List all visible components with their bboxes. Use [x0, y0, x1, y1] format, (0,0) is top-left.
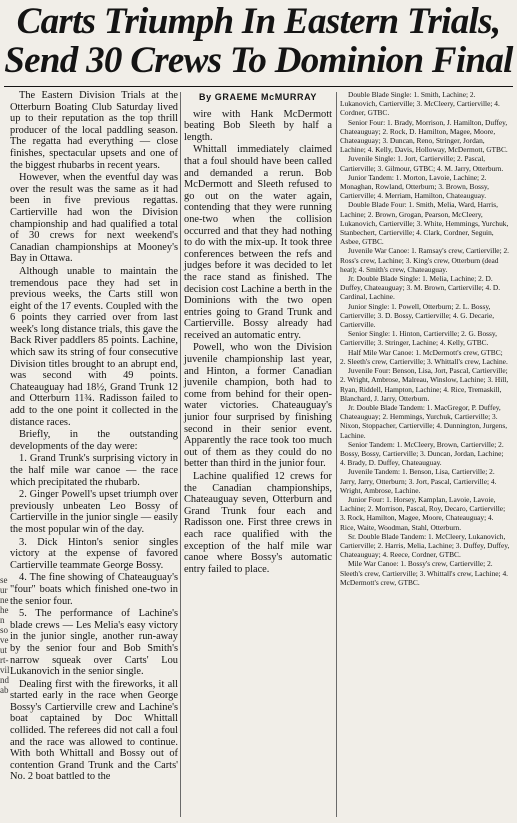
- paragraph: wire with Hank McDermott beating Bob Sleeth by half a length.: [184, 108, 332, 143]
- fragment-text: ut: [0, 645, 8, 655]
- paragraph: Briefly, in the outstanding developments of the day were:: [10, 429, 178, 452]
- fragment-text: nd: [0, 675, 9, 685]
- paragraph: The Eastern Division Trials at the Otterburn Boating Club Saturday lived up to their reputation as the top thrill producer of the local paddling season. The regatta had everything — close finishes, spectacular upsets and one of the biggest rhubarbs in recent years.: [10, 90, 178, 171]
- result-entry: Juvenile Four: Benson, Lisa, Jort, Pascal, Cartierville; 2. Wright, Ambrose, Malreau, Winslow, Lachine; 3. Hill, Ryan, Riddell, Hampton, Lachine; 4. Rice, Tremaskill, Blanchard, J. Jarry, Otterburn.: [340, 366, 509, 403]
- fragment-text: ne: [0, 595, 9, 605]
- result-entry: Junior Single: 1. Powell, Otterburn; 2. L. Bossy, Cartierville; 3. D. Bossy, Cartierville; 4. G. Decarie, Cartierville.: [340, 301, 495, 330]
- result-entry: Junior Tandem: 1. Morton, Lavoie, Lachine; 2. Monaghan, Rowland, Otterburn; 3. Brown, Bossy, Cartierville; 4. Merriam, Hamilton, Chateauguay.: [340, 172, 489, 201]
- paragraph: Powell, who won the Division juvenile championship last year, and Hinton, a former Canadian juvenile champion, both had to come from behind for their open-water victories. Chateauguay's junior four surprised by finishing second in their senior event. Apparently the race took too much out of them as they could do no better than third in the junior four.: [184, 342, 332, 470]
- fragment-text: ur: [0, 585, 8, 595]
- paragraph: 3. Dick Hinton's senior singles victory at the expense of favored Cartierville teammate George Bossy.: [10, 536, 178, 571]
- column-divider: [336, 92, 337, 817]
- headline-rule: [4, 86, 513, 87]
- result-entry: Juvenile War Canoe: 1. Ramsay's crew, Cartierville; 2. Ross's crew, Lachine; 3. King's crew, Otterburn (dead heat); 4. Smith's crew, Chateauguay.: [340, 246, 510, 274]
- adjacent-clipping-fragment: [0, 575, 8, 823]
- fragment-text: rt-: [0, 655, 9, 665]
- result-entry: Sr. Double Blade Tandem: 1. McCleery, Lukanovich, Cartierville; 2. Harris, Melia, Lachine; 3. Duffey, Duffey, Chateauguay; 4. Reece, Cordner, GTBC.: [340, 531, 510, 560]
- result-entry: Senior Single: 1. Hinton, Cartierville; 2. G. Bossy, Cartierville; 3. Stringer, Lachine; 4. Kelly, GTBC.: [340, 329, 497, 348]
- result-entry: Jr. Double Blade Single: 1. Melia, Lachine; 2. D. Duffey, Chateauguay; 3. M. Brown, Cartierville; 4. D. Cardinal, Lachine.: [340, 274, 501, 302]
- paragraph: Dealing first with the fireworks, it all started early in the race when George Bossy's Cartierville crew and Lachine's boat captained by Doc Whittall collided. The referees did not call a foul and the race was allowed to continue. With both Whittall and Bossy out of contention Grand Trunk and the Carts' No. 2 boat battled to the: [10, 678, 178, 783]
- paragraph: Lachine qualified 12 crews for the Canadian championships, Chateauguay seven, Otterburn and Grand Trunk four each and Radisson one. First three crews in each race qualified with the exception of the half mile war canoe where Bossy's automatic entry failed to place.: [184, 471, 332, 575]
- paragraph: However, when the eventful day was over the result was the same as it had been in five previous regattas. Cartierville had won the Division championship and had qualified a total of 30 crews for next weekend's Canadian championships at Mooney's Bay in Ottawa.: [10, 172, 178, 265]
- paragraph: Whittall immediately claimed that a foul should have been called and demanded a rerun. Bob McDermott and Sleeth refused to go out on the water again, contending that they were running one-two when the collision occurred and that they had nothing to do with the mix-up. It took three conferences between the refs and judges before it was decided to let the race stand as finished. The decision cost Lachine a berth in the Dominions with the two open entries going to Grand Trunk and Cartierville. Bossy already had received an automatic entry.: [184, 144, 332, 341]
- fragment-text: ab: [0, 685, 9, 695]
- paragraph: Although unable to maintain the tremendous pace they had set in previous weeks, the Carts still won eight of the 17 events. Coupled with the 6 points they carried over from last week's long distance trials, this gave the Back River paddlers 85 points. Lachine, which saw its string of four consecutive Division titles brought to an abrupt end, was second with 49 points. Chateauguay had 18½, Grand Trunk 12 and Otterburn 11¾. Radisson failed to add to the one point it collected in the distance races.: [10, 265, 178, 428]
- fragment-text: ve: [0, 635, 9, 645]
- fragment-text: se: [0, 575, 8, 585]
- results-column: [340, 90, 510, 817]
- headline-line-2: Send 30 Crews To Dominion Final: [4, 40, 513, 81]
- article-column-2: [184, 90, 332, 817]
- result-entry: Half Mile War Canoe: 1. McDermott's crew, GTBC; 2. Sleeth's crew, Cartierville; 3. Whittall's crew, Lachine.: [340, 347, 508, 366]
- result-entry: Juvenile Single: 1. Jort, Cartierville; 2. Pascal, Cartierville; 3. Gilmour, GTBC; 4. M. Jarry, Otterburn.: [340, 154, 504, 173]
- result-entry: Juvenile Tandem: 1. Benson, Lisa, Cartierville; 2. Jarry, Jarry, Otterburn; 3. Jort, Pascal, Cartierville; 4. Wright, Ambrose, Lachine.: [340, 467, 497, 495]
- fragment-text: n: [0, 615, 5, 625]
- paragraph: 5. The performance of Lachine's blade crews — Les Melia's easy victory in the junior single, another run-away by the senior four and Bob Smith's narrow squeak over Carts' Lou Lukanovich in the senior single.: [10, 608, 178, 678]
- fragment-text: he: [0, 605, 9, 615]
- paragraph: 1. Grand Trunk's surprising victory in the half mile war canoe — the race which precipitated the rhubarb.: [10, 453, 178, 488]
- result-entry: Double Blade Single: 1. Smith, Lachine; 2. Lukanovich, Cartierville; 3. McCleery, Cartierville; 4. Cordner, GTBC.: [340, 90, 500, 118]
- article-column-1: [10, 90, 178, 817]
- byline: By GRAEME McMURRAY: [199, 92, 317, 102]
- column-divider: [180, 92, 181, 817]
- fragment-text: so: [0, 625, 9, 635]
- fragment-text: vil: [0, 665, 10, 675]
- result-entry: Senior Four: 1. Brady, Morrison, J. Hamilton, Duffey, Chateauguay; 2. Rock, D. Hamilton, Magee, Moore, Chateauguay; 3. Duncan, Reno, Stringer, Jordan, Lachine; 4. Kelly, Davis, Holloway, McDermott, GTBC.: [340, 117, 508, 155]
- result-entry: Senior Tandem: 1. McCleery, Brown, Cartierville; 2. Bossy, Bossy, Cartierville; 3. Duncan, Jordan, Lachine; 4. Brady, D. Duffey, Chateauguay.: [340, 439, 504, 468]
- headline-line-1: Carts Triumph In Eastern Trials,: [16, 1, 501, 42]
- paragraph: 2. Ginger Powell's upset triumph over previously unbeaten Leo Bossy of Cartierville in the junior single — easily the most popular win of the day.: [10, 489, 178, 535]
- paragraph: 4. The fine showing of Chateauguay's "four" boats which finished one-two in the senior four.: [10, 572, 178, 607]
- result-entry: Double Blade Four: 1. Smith, Melia, Ward, Harris, Lachine; 2. Brown, Grogan, Pearson, McCleery, Lukanovich, Cartierville; 3. White, Hemmings, Yurchuk, Stanbechert, Cartierville; 4. Clark, Cordner, Seguin, Asbee, GTBC.: [340, 200, 509, 247]
- result-entry: Jr. Double Blade Tandem: 1. MacGregor, P. Duffey, Chateauguay; 2. Hemmings, Yurchuk, Cartierville; 3. Nixon, Stoppacher, Cartierville; 4. Dunnington, Jurgens, Lachine.: [340, 402, 508, 440]
- result-entry: Junior Four: 1. Horsey, Kamplan, Lavoie, Lavoie, Lachine; 2. Morrison, Pascal, Roy, Decaro, Cartierville; 3. Rock, Hamilton, Magee, Moore, Chateauguay; 4. Rice, Waite, Woodman, Stahl, Otterburn.: [340, 494, 506, 532]
- result-entry: Mile War Canoe: 1. Bossy's crew, Cartierville; 2. Sleeth's crew, Cartierville; 3. Whittall's crew, Lachine; 4. McDermott's crew, GTBC.: [340, 559, 509, 587]
